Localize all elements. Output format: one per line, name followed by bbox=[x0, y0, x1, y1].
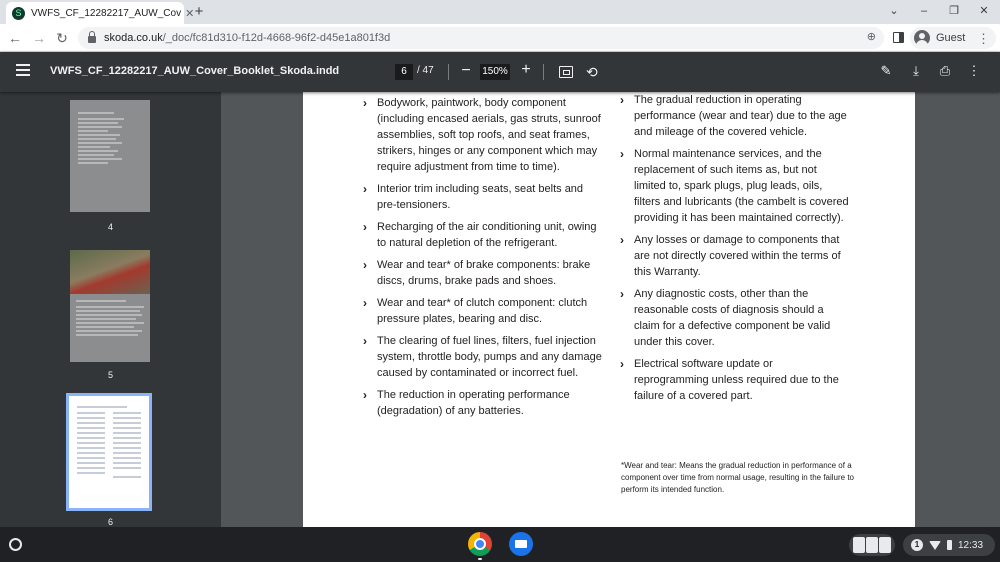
minimize-button[interactable]: – bbox=[920, 5, 928, 17]
pdf-page bbox=[303, 92, 915, 527]
skoda-favicon-icon: S bbox=[12, 7, 25, 20]
pdf-toolbar bbox=[0, 52, 1000, 92]
clock-time: 12:33 bbox=[958, 539, 984, 551]
maximize-button[interactable]: ❐ bbox=[949, 5, 959, 17]
exclusion-item: › Bodywork, paintwork, body component (including encased aerials, gas struts, sunroof assemblies, soft top roofs, and seat frames, strikers, hinges or any component which may require adjustment from time to time). bbox=[363, 95, 603, 175]
left-column bbox=[363, 95, 603, 419]
notification-count-badge: 1 bbox=[911, 539, 923, 551]
url-text bbox=[104, 32, 390, 44]
pdf-title: VWFS_CF_12282217_AUW_Cover_Booklet_Skoda.indd bbox=[50, 65, 340, 77]
page-total: / 47 bbox=[417, 65, 434, 76]
pdf-sidebar-menu-icon[interactable] bbox=[16, 64, 30, 76]
guest-avatar-icon bbox=[914, 30, 930, 46]
chrome-app-icon[interactable] bbox=[468, 532, 492, 556]
exclusion-item: › Recharging of the air conditioning unit, owing to natural depletion of the refrigerant. bbox=[363, 219, 603, 251]
toolbar-divider bbox=[448, 64, 449, 80]
fit-to-page-icon[interactable] bbox=[559, 66, 573, 78]
reload-button[interactable]: ↻ bbox=[56, 30, 68, 46]
wifi-icon bbox=[929, 541, 941, 550]
holding-space-tray[interactable] bbox=[849, 534, 895, 556]
browser-tab[interactable] bbox=[6, 2, 195, 24]
exclusion-item: › Any losses or damage to components that are not directly covered within the terms of this Warranty. bbox=[620, 232, 850, 280]
thumbnail-car-image bbox=[70, 250, 150, 294]
browser-menu-icon[interactable]: ⋮ bbox=[977, 31, 990, 46]
page-thumbnail[interactable] bbox=[70, 100, 150, 212]
thumbnail-page-number: 6 bbox=[107, 517, 113, 527]
url-domain: skoda.co.uk bbox=[104, 32, 163, 44]
battery-icon bbox=[947, 540, 952, 550]
toolbar-divider bbox=[543, 64, 544, 80]
lock-icon[interactable] bbox=[88, 36, 96, 43]
exclusion-item: › The clearing of fuel lines, filters, fuel injection system, throttle body, pumps and any damage caused by contaminated or incorrect fuel. bbox=[363, 333, 603, 381]
right-column bbox=[620, 92, 850, 404]
exclusion-item: › The gradual reduction in operating performance (wear and tear) due to the age and mileage of the covered vehicle. bbox=[620, 92, 850, 140]
status-tray[interactable] bbox=[903, 534, 995, 556]
profile-label: Guest bbox=[936, 32, 966, 44]
holding-file-icon bbox=[853, 537, 865, 553]
side-panel-icon[interactable] bbox=[893, 32, 904, 43]
wear-and-tear-footnote: *Wear and tear: Means the gradual reduction in performance of a component over time from normal usage, resulting in the failure to perform its intended function. bbox=[621, 461, 855, 494]
tab-title: VWFS_CF_12282217_AUW_Cov bbox=[31, 7, 182, 19]
rotate-icon[interactable]: ⟲ bbox=[586, 64, 598, 80]
close-tab-icon[interactable]: ✕ bbox=[185, 7, 195, 20]
exclusion-item: › Electrical software update or reprogramming unless required due to the failure of a covered part. bbox=[620, 356, 850, 404]
download-icon[interactable]: ⤓ bbox=[913, 63, 919, 78]
print-icon[interactable]: ⎙ bbox=[939, 63, 951, 78]
annotate-pen-icon[interactable]: ✎ bbox=[880, 63, 892, 78]
browser-toolbar bbox=[0, 24, 1000, 52]
address-bar[interactable] bbox=[78, 27, 884, 49]
thumbnail-page-number: 4 bbox=[107, 222, 113, 232]
page-number-input[interactable]: 6 bbox=[395, 64, 413, 80]
exclusion-item: › The reduction in operating performance (degradation) of any batteries. bbox=[363, 387, 603, 419]
pdf-more-icon[interactable]: ⋮ bbox=[967, 63, 981, 78]
exclusion-item: › Wear and tear* of clutch component: clutch pressure plates, bearing and disc. bbox=[363, 295, 603, 327]
forward-button[interactable]: → bbox=[32, 30, 46, 46]
zoom-in-button[interactable]: + bbox=[521, 61, 531, 78]
exclusion-item: › Any diagnostic costs, other than the reasonable costs of diagnosis should a claim for a defective component be valid under this cover. bbox=[620, 286, 850, 350]
url-path: /_doc/fc81d310-f12d-4668-96f2-d45e1a801f3d bbox=[162, 32, 391, 44]
files-app-icon[interactable] bbox=[509, 532, 533, 556]
profile-button[interactable] bbox=[910, 27, 996, 49]
zoom-level-input[interactable]: 150% bbox=[480, 64, 510, 80]
page-thumbnail[interactable] bbox=[70, 250, 150, 362]
holding-file-icon bbox=[866, 537, 878, 553]
exclusion-item: › Normal maintenance services, and the replacement of such items as, but not limited to, spark plugs, plug leads, oils, filters and lubricants (the cambelt is covered providing it has been maintained correctly). bbox=[620, 146, 850, 226]
zoom-out-button[interactable]: − bbox=[461, 62, 471, 79]
launcher-icon[interactable] bbox=[9, 538, 22, 551]
page-thumbnail-selected[interactable] bbox=[69, 396, 149, 508]
running-indicator bbox=[478, 558, 482, 560]
window-controls bbox=[886, 2, 992, 20]
holding-file-icon bbox=[879, 537, 891, 553]
exclusion-item: › Interior trim including seats, seat belts and pre-tensioners. bbox=[363, 181, 603, 213]
close-window-button[interactable]: ✕ bbox=[979, 5, 989, 17]
thumbnail-sidebar bbox=[0, 92, 221, 527]
zoom-magnifier-icon[interactable]: ⊕ bbox=[866, 31, 876, 43]
document-viewer[interactable] bbox=[221, 92, 1000, 527]
back-button[interactable]: ← bbox=[8, 30, 22, 46]
new-tab-button[interactable]: + bbox=[194, 3, 204, 20]
tab-strip bbox=[0, 0, 1000, 24]
thumbnail-page-number: 5 bbox=[107, 370, 113, 380]
tab-search-icon[interactable]: ⌄ bbox=[889, 5, 899, 17]
exclusion-item: › Wear and tear* of brake components: brake discs, drums, brake pads and shoes. bbox=[363, 257, 603, 289]
system-shelf bbox=[0, 527, 1000, 562]
